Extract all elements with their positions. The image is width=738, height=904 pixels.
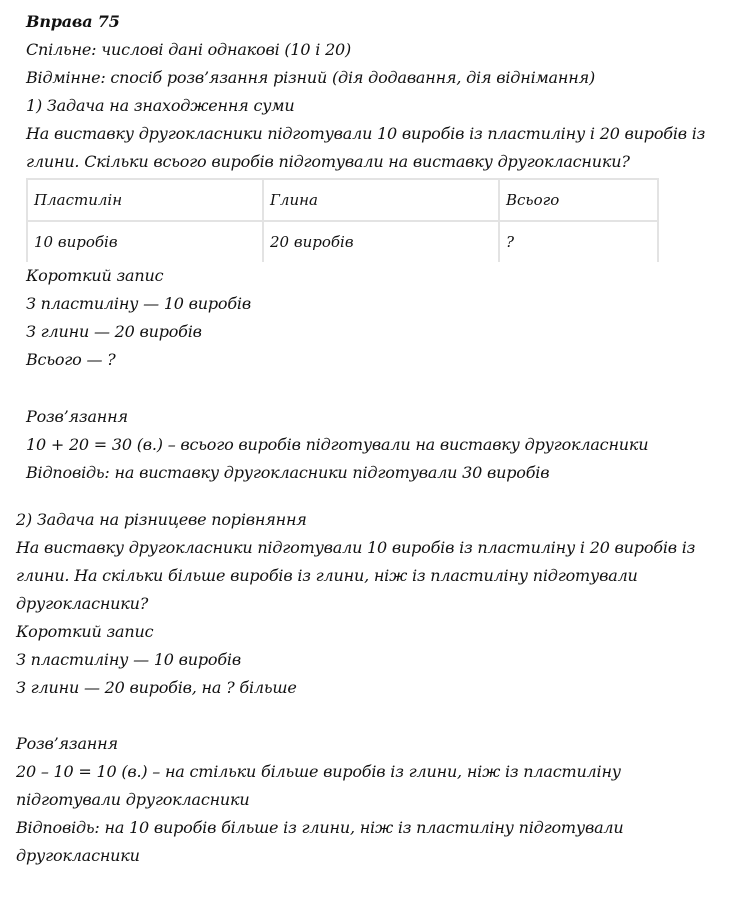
table-cell-plasticine: 10 виробів (27, 221, 263, 262)
task-2-solution-heading: Розв’язання (16, 734, 118, 753)
task-1-solution-heading: Розв’язання (26, 407, 128, 426)
table-header-clay: Глина (263, 179, 499, 221)
short-note-line: Всього — ? (26, 350, 116, 369)
different-features: Відмінне: спосіб розв’язання різний (дія додавання, дія віднімання) (26, 68, 595, 87)
task-2-heading: 2) Задача на різницеве порівняння (16, 510, 307, 529)
short-note-line: З пластиліну — 10 виробів (16, 650, 241, 669)
table-header-total: Всього (499, 179, 658, 221)
table-header-plasticine: Пластилін (27, 179, 263, 221)
task-2-text-line: На виставку другокласники підготували 10 виробів із пластиліну і 20 виробів із (16, 538, 696, 557)
task-2-solution-line: 20 – 10 = 10 (в.) – на стільки більше виробів із глини, ніж із пластиліну (16, 762, 621, 781)
task-2-short-note-heading: Короткий запис (16, 622, 154, 641)
common-features: Спільне: числові дані однакові (10 і 20) (26, 40, 352, 59)
task-1-table (26, 178, 659, 262)
task-1-text-line: глини. Скільки всього виробів підготували на виставку другокласники? (26, 152, 630, 171)
task-2-text-line: другокласники? (16, 594, 149, 613)
table-row (27, 221, 658, 262)
table-header-row (27, 179, 658, 221)
short-note-line: З пластиліну — 10 виробів (26, 294, 251, 313)
short-note-line: З глини — 20 виробів, на ? більше (16, 678, 297, 697)
table-cell-clay: 20 виробів (263, 221, 499, 262)
task-2-answer-line: Відповідь: на 10 виробів більше із глини, ніж із пластиліну підготували (16, 818, 624, 837)
task-1-short-note-heading: Короткий запис (26, 266, 164, 285)
short-note-line: З глини — 20 виробів (26, 322, 202, 341)
table-cell-total: ? (499, 221, 658, 262)
task-1-solution: 10 + 20 = 30 (в.) – всього виробів підготували на виставку другокласники (26, 435, 649, 454)
task-2-text-line: глини. На скільки більше виробів із глини, ніж із пластиліну підготували (16, 566, 638, 585)
task-2-answer-line: другокласники (16, 846, 140, 865)
task-1-heading: 1) Задача на знаходження суми (26, 96, 295, 115)
task-1-answer: Відповідь: на виставку другокласники підготували 30 виробів (26, 463, 550, 482)
task-2-solution-line: підготували другокласники (16, 790, 250, 809)
exercise-title: Вправа 75 (26, 12, 120, 31)
task-1-text-line: На виставку другокласники підготували 10 виробів із пластиліну і 20 виробів із (26, 124, 706, 143)
